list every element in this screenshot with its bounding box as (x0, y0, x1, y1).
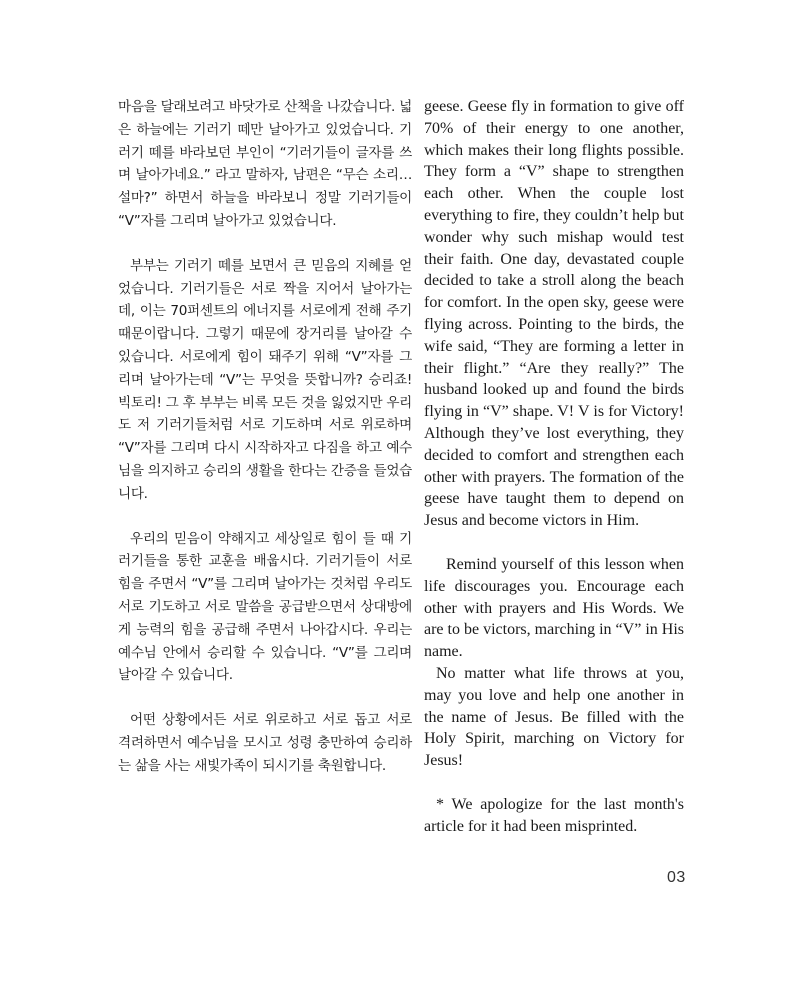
english-paragraph-3: No matter what life throws at you, may you love and help one another in the name of Jesus. Be filled with the Holy Spirit, marching on Victory for Jesus! (424, 664, 684, 770)
korean-paragraph-2: 부부는 기러기 떼를 보면서 큰 믿음의 지혜를 얻었습니다. 기러기들은 서로 짝을 지어서 날아가는데, 이는 70퍼센트의 에너지를 서로에게 전해 주기 때문이랍니다. 그렇기 때문에 장거리를 날아갈 수 있습니다. 서로에게 힘이 돼주기 위해 “V”자를 그리며 날아가는데 “V”는 무엇을 뜻합니까? 승리죠! 빅토리! 그 후 부부는 비록 모든 것을 잃었지만 우리도 저 기러기들처럼 서로 기도하며 서로 위로하며 “V”자를 그리며 다시 시작하자고 다짐을 하고 예수님을 의지하고 승리의 생활을 한다는 간증을 들었습니다. (118, 257, 412, 502)
apology-note: * We apologize for the last month's article for it had been misprinted. (424, 795, 684, 835)
korean-paragraph-4: 어떤 상황에서든 서로 위로하고 서로 돕고 서로 격려하면서 예수님을 모시고 성령 충만하여 승리하는 삶을 사는 새빛가족이 되시기를 축원합니다. (118, 712, 412, 774)
english-column (424, 96, 684, 838)
page-number: 03 (667, 869, 686, 886)
korean-paragraph-3: 우리의 믿음이 약해지고 세상일로 힘이 들 때 기러기들을 통한 교훈을 배웁시다. 기러기들이 서로 힘을 주면서 “V”를 그리며 날아가는 것처럼 우리도 서로 기도하고 서로 말씀을 공급받으면서 상대방에게 능력의 힘을 공급해 주면서 나아갑시다. 우리는 예수님 안에서 승리할 수 있습니다. “V”를 그리며 날아갈 수 있습니다. (118, 530, 412, 684)
english-paragraph-2: Remind yourself of this lesson when life discourages you. Encourage each other with prayers and His Words. We are to be victors, marching in “V” in His name. (424, 555, 684, 661)
english-paragraph-1: geese. Geese fly in formation to give off 70% of their energy to one another, which makes their long flights possible. They form a “V” shape to strengthen each other. When the couple lost everything to fire, they couldn’t help but wonder why such mishap would test their faith. One day, devastated couple decided to take a stroll along the beach for comfort. In the open sky, geese were flying across. Pointing to the birds, the wife said, “They are forming a letter in their flight.” “Are they really?” The husband looked up and found the birds flying in “V” shape. V! V is for Victory! Although they’ve lost everything, they decided to comfort and strengthen each other with prayers. The formation of the geese have taught them to depend on Jesus and become victors in Him. (424, 98, 684, 530)
korean-column (118, 96, 412, 800)
korean-paragraph-1: 마음을 달래보려고 바닷가로 산책을 나갔습니다. 넓은 하늘에는 기러기 떼만 날아가고 있었습니다. 기러기 떼를 바라보던 부인이 “기러기들이 글자를 쓰며 날아가네요.” 라고 말하자, 남편은 “무슨 소리… 설마?” 하면서 하늘을 바라보니 정말 기러기들이 “V”자를 그리며 날아가고 있었습니다. (118, 99, 412, 229)
